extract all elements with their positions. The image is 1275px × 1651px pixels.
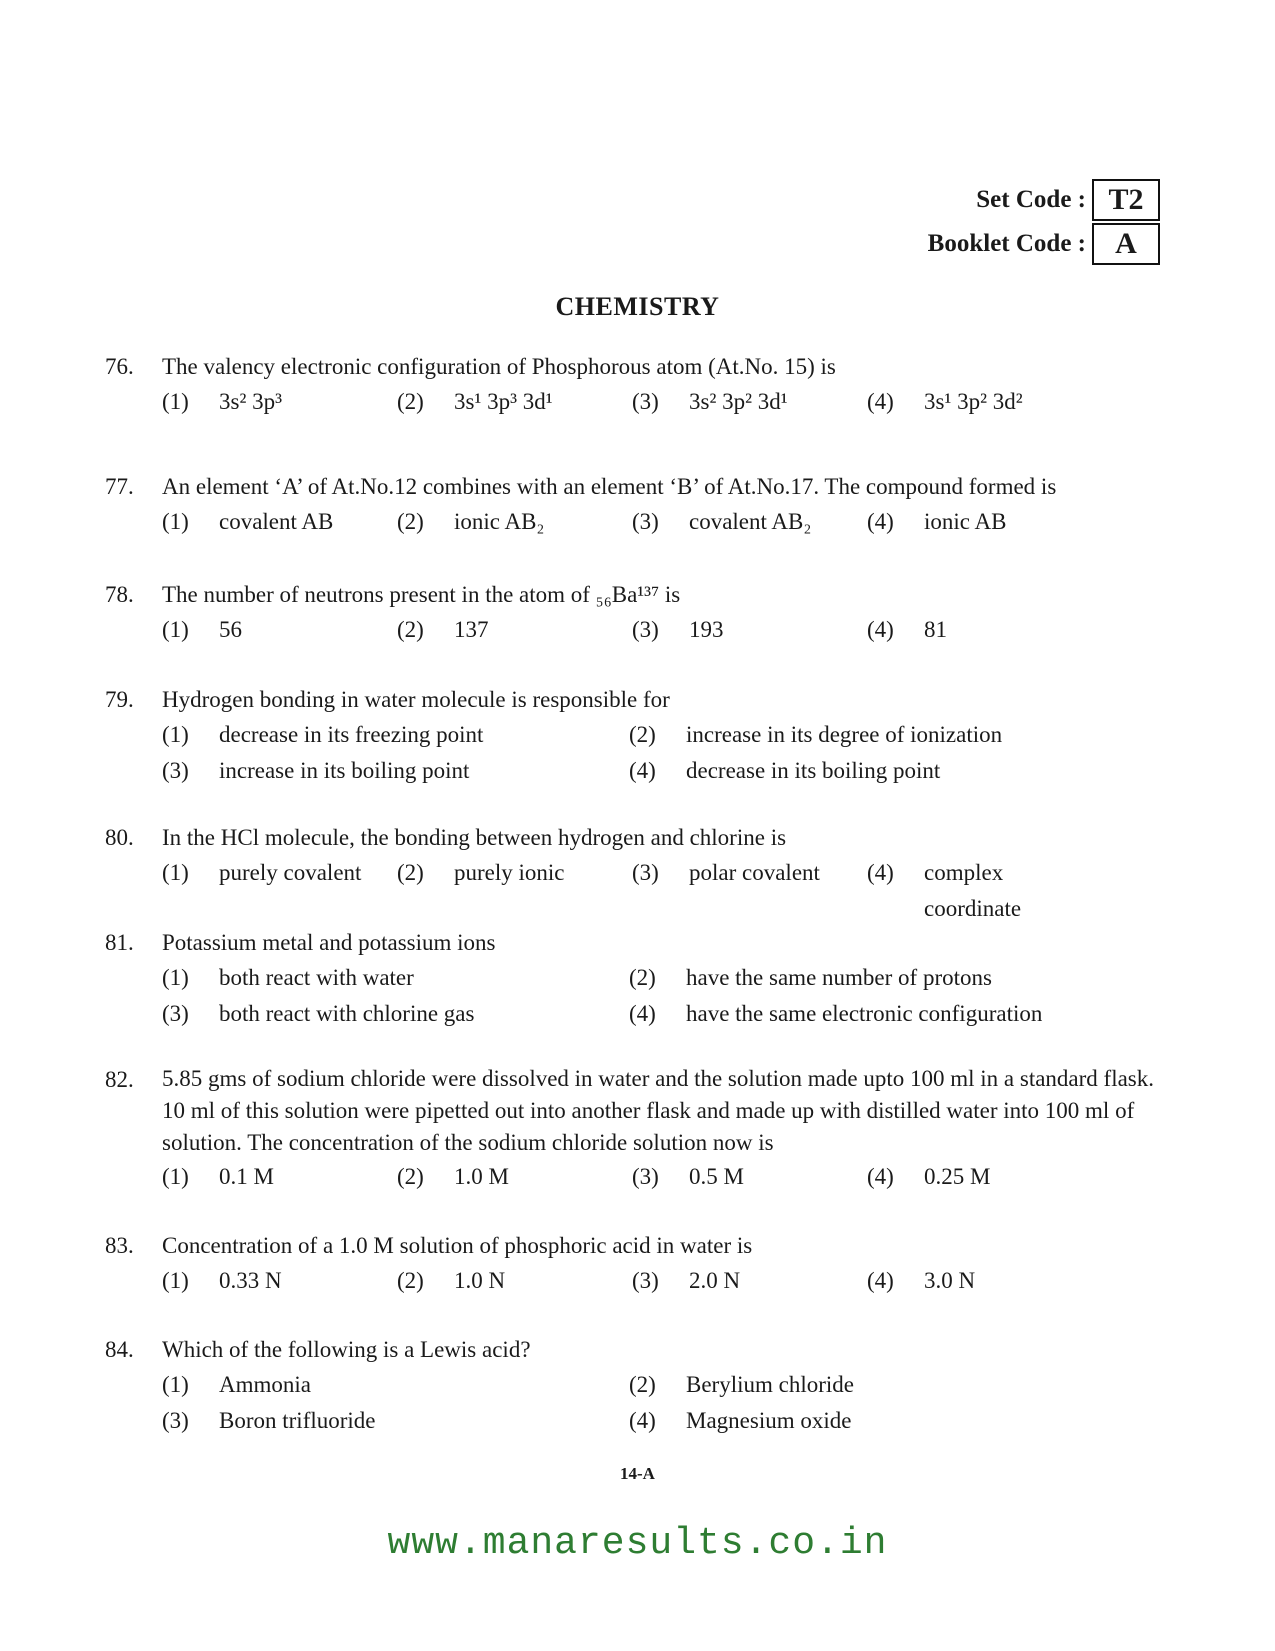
option-1: (1) 0.1 M <box>162 1164 274 1189</box>
question-text: The number of neutrons present in the atom of ₅₆Ba¹³⁷ is <box>162 582 681 607</box>
option-4: (4) Magnesium oxide <box>629 1408 852 1433</box>
option-4: (4) 3.0 N <box>867 1268 976 1293</box>
question-text: The valency electronic configuration of Phosphorous atom (At.No. 15) is <box>162 354 836 379</box>
option-2: (2) 137 <box>397 617 489 642</box>
page-number: 14-A <box>620 1464 655 1483</box>
website-watermark[interactable]: www.manaresults.co.in <box>387 1522 888 1565</box>
question-84 <box>105 1333 1175 1439</box>
option-1: (1) 0.33 N <box>162 1268 282 1293</box>
question-78 <box>105 578 1175 648</box>
question-number: 83. <box>105 1233 134 1258</box>
question-text: An element ‘A’ of At.No.12 combines with an element ‘B’ of At.No.17. The compound formed is <box>162 474 1057 499</box>
option-3: (3) polar covalent <box>632 860 820 885</box>
booklet-code-value: A <box>1092 223 1160 265</box>
option-3: (3) Boron trifluoride <box>162 1408 376 1433</box>
subject-title: CHEMISTRY <box>555 292 720 321</box>
booklet-code-row <box>928 222 1160 266</box>
question-number: 80. <box>105 825 134 850</box>
question-text: In the HCl molecule, the bonding between hydrogen and chlorine is <box>162 825 787 850</box>
question-80 <box>105 821 1175 927</box>
option-1: (1) decrease in its freezing point <box>162 722 484 747</box>
question-number: 82. <box>105 1067 134 1092</box>
option-2: (2) have the same number of protons <box>629 965 992 990</box>
option-2: (2) purely ionic <box>397 860 565 885</box>
question-83 <box>105 1229 1175 1299</box>
option-4: (4) complex coordinate <box>867 860 1022 921</box>
option-1: (1) 3s² 3p³ <box>162 389 282 414</box>
question-text: Potassium metal and potassium ions <box>162 930 496 955</box>
option-1: (1) covalent AB <box>162 509 334 534</box>
option-1: (1) Ammonia <box>162 1372 311 1397</box>
option-3: (3) 0.5 M <box>632 1164 744 1189</box>
option-4: (4) 0.25 M <box>867 1164 991 1189</box>
booklet-code-label: Booklet Code : <box>927 230 1086 257</box>
option-3: (3) 2.0 N <box>632 1268 741 1293</box>
option-3: (3) 3s² 3p² 3d¹ <box>632 389 788 414</box>
option-2: (2) Berylium chloride <box>629 1372 854 1397</box>
option-3: (3) covalent AB₂ <box>632 509 812 534</box>
option-4: (4) decrease in its boiling point <box>629 758 941 783</box>
code-block <box>928 178 1160 266</box>
question-82 <box>105 1063 1175 1195</box>
question-number: 84. <box>105 1337 134 1362</box>
set-code-value: T2 <box>1092 179 1160 221</box>
option-4: (4) 3s¹ 3p² 3d² <box>867 389 1023 414</box>
question-text: Which of the following is a Lewis acid? <box>162 1337 531 1362</box>
option-3: (3) 193 <box>632 617 724 642</box>
question-76 <box>105 350 1175 420</box>
option-2: (2) increase in its degree of ionization <box>629 722 1003 747</box>
question-77 <box>105 470 1175 540</box>
option-3: (3) both react with chlorine gas <box>162 1001 475 1026</box>
option-4: (4) 81 <box>867 617 947 642</box>
question-79 <box>105 683 1175 789</box>
set-code-label: Set Code : <box>976 186 1086 213</box>
question-text: Hydrogen bonding in water molecule is responsible for <box>162 687 670 712</box>
option-1: (1) purely covalent <box>162 860 362 885</box>
question-number: 79. <box>105 687 134 712</box>
option-2: (2) 3s¹ 3p³ 3d¹ <box>397 389 553 414</box>
option-4: (4) ionic AB <box>867 509 1007 534</box>
option-1: (1) both react with water <box>162 965 414 990</box>
option-3: (3) increase in its boiling point <box>162 758 470 783</box>
question-number: 81. <box>105 930 134 955</box>
question-text: Concentration of a 1.0 M solution of phosphoric acid in water is <box>162 1233 753 1258</box>
option-1: (1) 56 <box>162 617 242 642</box>
set-code-row <box>928 178 1160 222</box>
question-number: 77. <box>105 474 134 499</box>
question-number: 78. <box>105 582 134 607</box>
question-text: 5.85 gms of sodium chloride were dissolved in water and the solution made upto 100 ml in a standard flask. 10 ml of this solution were pipetted out into another flask and made up with distilled water into 100 ml of solution. The concentration of the sodium chloride solution now is <box>162 1066 1155 1155</box>
option-4: (4) have the same electronic configuration <box>629 1001 1043 1026</box>
option-2: (2) 1.0 N <box>397 1268 506 1293</box>
question-81 <box>105 926 1175 1032</box>
option-2: (2) 1.0 M <box>397 1164 509 1189</box>
option-2: (2) ionic AB₂ <box>397 509 545 534</box>
question-number: 76. <box>105 354 134 379</box>
